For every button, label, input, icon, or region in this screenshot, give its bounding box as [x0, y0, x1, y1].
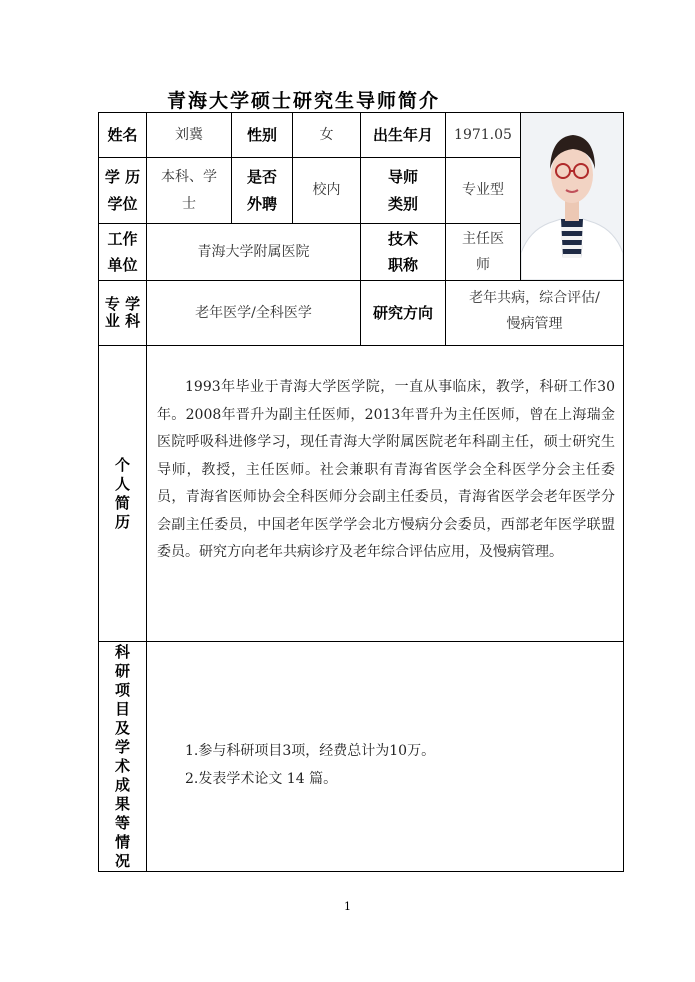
major-label: [98, 280, 147, 346]
projects-label-char: 况: [114, 851, 130, 870]
degree-label-line1: 学 历: [104, 167, 141, 186]
name-value-text: 刘冀: [175, 126, 203, 143]
research-item: 2.发表学术论文 14 篇。: [185, 771, 338, 787]
resume-label-char: 个: [114, 455, 130, 474]
projects-label-char: 术: [114, 756, 130, 775]
supervisor-type-value-text: 专业型: [462, 182, 504, 198]
external-label: [231, 157, 293, 224]
research-direction-line1: 老年共病，综合评估/: [469, 290, 600, 306]
research-direction-line2: 慢病管理: [506, 316, 563, 332]
name-label-text: 姓名: [107, 125, 138, 144]
title-rank-label-line2: 职称: [387, 256, 418, 274]
gender-label-text: 性别: [246, 125, 277, 144]
external-value: [292, 157, 361, 224]
degree-label: [98, 157, 147, 224]
birth-label: [360, 112, 446, 158]
projects-label-char: 学: [114, 737, 130, 756]
resume-text: 1993年毕业于青海大学医学院，一直从事临床，教学，科研工作30年。2008年晋升为副主任医师，2013年晋升为主任医师，曾在上海瑞金医院呼吸科进修学习，现任青海大学附属医院老年科副主任，硕士研究生导师，教授，主任医师。社会兼职有青海省医学会全科医学分会主任委员，青海省医师协会全科医师分会副主任委员，青海省医学会老年医学分会副主任委员，中国老年医学学会北方慢病分会委员，西部老年医学联盟委员。研究方向老年共病诊疗及老年综合评估应用，及慢病管理。: [157, 379, 615, 560]
resume-label-char: 简: [114, 493, 130, 512]
projects-label-char: 等: [114, 813, 130, 832]
document-title: 青海大学硕士研究生导师简介: [166, 90, 440, 112]
major-label-line2: 业 科: [104, 312, 141, 330]
supervisor-type-label-line2: 类别: [387, 194, 418, 213]
projects-label-char: 及: [114, 718, 130, 737]
title-rank-label-line1: 技术: [387, 230, 418, 248]
projects-label-char: 研: [114, 661, 130, 680]
title-rank-value-line2: 师: [476, 257, 490, 273]
work-unit-value: [146, 223, 361, 281]
portrait-image: [521, 113, 623, 280]
title-rank-label: [360, 223, 446, 281]
gender-label: [231, 112, 293, 158]
portrait-photo: [520, 112, 624, 281]
research-direction-label-text: 研究方向: [372, 303, 433, 322]
birth-value-text: 1971.05: [454, 126, 512, 143]
work-unit-value-text: 青海大学附属医院: [197, 243, 310, 260]
external-label-line2: 外聘: [246, 194, 277, 213]
title-rank-value: [445, 223, 521, 281]
degree-label-line2: 学位: [107, 194, 138, 213]
supervisor-type-label: [360, 157, 446, 224]
projects-label-char: 目: [114, 699, 130, 718]
projects-label-char: 科: [114, 642, 130, 661]
supervisor-type-label-line1: 导师: [387, 167, 418, 186]
name-value: [146, 112, 232, 158]
research-direction-value: [445, 280, 624, 346]
birth-value: [445, 112, 521, 158]
resume-content: [146, 345, 624, 642]
major-label-line1: 专 学: [104, 295, 141, 313]
external-label-line1: 是否: [246, 167, 277, 186]
page-number: 1: [344, 900, 351, 913]
external-value-text: 校内: [312, 182, 341, 198]
resume-label-char: 历: [114, 512, 130, 531]
research-item: 1.参与科研项目3项，经费总计为10万。: [185, 743, 436, 759]
research-direction-label: [360, 280, 446, 346]
resume-label-char: 人: [114, 474, 130, 493]
resume-label: [98, 345, 147, 642]
degree-value-line1: 本科、学: [161, 168, 217, 185]
work-unit-label-line2: 单位: [107, 256, 138, 274]
supervisor-type-value: [445, 157, 521, 224]
projects-label-char: 项: [114, 680, 130, 699]
birth-label-text: 出生年月: [372, 125, 433, 144]
projects-label: [98, 641, 147, 872]
gender-value-text: 女: [319, 126, 334, 143]
projects-label-char: 情: [114, 832, 130, 851]
work-unit-label: [98, 223, 147, 281]
title-rank-value-line1: 主任医: [462, 231, 504, 247]
projects-label-char: 果: [114, 794, 130, 813]
projects-content: [146, 641, 624, 872]
degree-value: [146, 157, 232, 224]
major-value: [146, 280, 361, 346]
major-value-text: 老年医学/全科医学: [195, 304, 312, 321]
work-unit-label-line1: 工作: [107, 230, 138, 248]
gender-value: [292, 112, 361, 158]
projects-label-char: 成: [114, 775, 130, 794]
name-label: [98, 112, 147, 158]
degree-value-line2: 士: [182, 195, 196, 212]
